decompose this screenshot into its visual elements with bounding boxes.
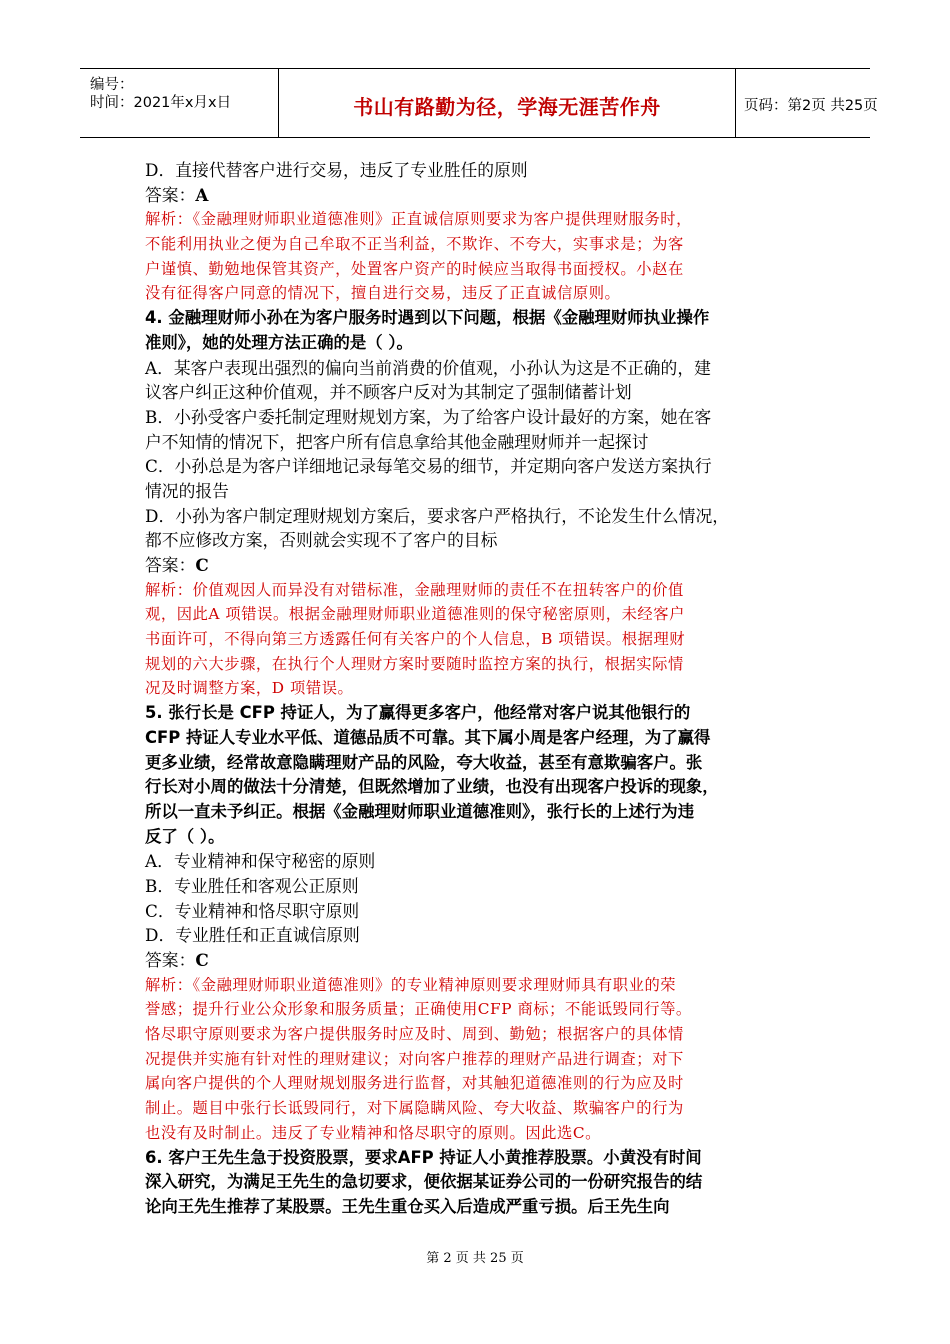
option-line: B．小孙受客户委托制定理财规划方案，为了给客户设计最好的方案，她在客: [145, 406, 712, 427]
explanation-line: 解析：价值观因人而异没有对错标准，金融理财师的责任不在扭转客户的价值: [145, 580, 684, 599]
document-time-label: 时间：2021年x月x日: [90, 95, 232, 111]
question-line: 6. 客户王先生急于投资股票，要求AFP 持证人小黄推荐股票。小黄没有时间: [145, 1147, 702, 1167]
header-page-number: 页码：第2页 共25页: [744, 98, 878, 114]
question-line: CFP 持证人专业水平低、道德品质不可靠。其下属小周是客户经理，为了赢得: [145, 727, 711, 747]
option-line: 户不知情的情况下，把客户所有信息拿给其他金融理财师并一起探讨: [145, 431, 649, 452]
question-line: 深入研究，为满足王先生的急切要求，便依据某证券公司的一份研究报告的结: [145, 1172, 703, 1192]
explanation-line: 况提供并实施有针对性的理财建议；对向客户推荐的理财产品进行调查；对下: [145, 1049, 684, 1068]
answer-line: [145, 553, 805, 578]
page-footer: 第 2 页 共 25 页: [426, 1251, 524, 1266]
question-line: 反了（ ）。: [145, 826, 225, 846]
question-line: 5. 张行长是 CFP 持证人，为了赢得更多客户，他经常对客户说其他银行的: [145, 703, 691, 723]
option-line: D．专业胜任和正直诚信原则: [145, 925, 360, 946]
option-line: C．小孙总是为客户详细地记录每笔交易的细节，并定期向客户发送方案执行: [145, 456, 712, 477]
page-header: [80, 68, 878, 138]
option-line: 情况的报告: [145, 480, 229, 501]
explanation-line: 观，因此A 项错误。根据金融理财师职业道德准则的保守秘密原则，未经客户: [145, 605, 685, 624]
answer-value: C: [195, 555, 209, 575]
answer-value: A: [195, 184, 209, 205]
option-line: D．直接代替客户进行交易，违反了专业胜任的原则: [145, 160, 528, 180]
explanation-line: 也没有及时制止。违反了专业精神和恪尽职守的原则。因此选C。: [145, 1123, 601, 1142]
option-line: A．某客户表现出强烈的偏向当前消费的价值观，小孙认为这是不正确的，建: [145, 357, 711, 378]
option-line: A．专业精神和保守秘密的原则: [145, 851, 376, 872]
explanation-line: 誉感；提升行业公众形象和服务质量；正确使用CFP 商标；不能诋毁同行等。: [145, 1000, 692, 1019]
option-line: D．小孙为客户制定理财规划方案后，要求客户严格执行，不论发生什么情况，: [145, 505, 730, 526]
answer-line: [145, 948, 805, 973]
document-code-label: 编号：: [90, 77, 134, 93]
explanation-line: 恪尽职守原则要求为客户提供服务时应及时、周到、勤勉；根据客户的具体情: [145, 1025, 684, 1044]
question-line: 行长对小周的做法十分清楚，但既然增加了业绩，也没有出现客户投诉的现象，: [145, 777, 719, 797]
option-line: 议客户纠正这种价值观，并不顾客户反对为其制定了强制储蓄计划: [145, 382, 632, 403]
explanation-line: 解析：《金融理财师职业道德准则》的专业精神原则要求理财师具有职业的荣: [145, 975, 677, 994]
option-line: 都不应修改方案，否则就会实现不了客户的目标: [145, 530, 498, 551]
header-motto-cell: [279, 69, 736, 137]
explanation-line: 解析：《金融理财师职业道德准则》正直诚信原则要求为客户提供理财服务时，: [145, 210, 692, 229]
explanation-line: 不能利用执业之便为自己牟取不正当利益，不欺诈、不夸大，实事求是；为客: [145, 235, 684, 254]
explanation-line: 没有征得客户同意的情况下，擅自进行交易，违反了正直诚信原则。: [145, 284, 621, 303]
explanation-line: 书面许可，不得向第三方透露任何有关客户的个人信息，B 项错误。根据理财: [145, 630, 686, 649]
answer-line: [145, 183, 805, 208]
explanation-line: 制止。题目中张行长诋毁同行，对下属隐瞒风险、夸大收益、欺骗客户的行为: [145, 1099, 684, 1118]
question-line: 更多业绩，经常故意隐瞒理财产品的风险，夸大收益，甚至有意欺骗客户。张: [145, 752, 703, 772]
header-page-cell: [736, 69, 878, 137]
header-info-cell: [80, 69, 279, 137]
explanation-line: 规划的六大步骤，在执行个人理财方案时要随时监控方案的执行，根据实际情: [145, 654, 684, 673]
option-line: C．专业精神和恪尽职守原则: [145, 900, 360, 921]
question-line: 4. 金融理财师小孙在为客户服务时遇到以下问题，根据《金融理财师执业操作: [145, 308, 710, 328]
question-line: 所以一直未予纠正。根据《金融理财师职业道德准则》，张行长的上述行为违: [145, 801, 695, 821]
question-line: 论向王先生推荐了某股票。王先生重仓买入后造成严重亏损。后王先生向: [145, 1196, 670, 1216]
answer-value: C: [195, 950, 209, 970]
explanation-line: 户谨慎、勤勉地保管其资产，处置客户资产的时候应当取得书面授权。小赵在: [145, 259, 684, 278]
question-line: 准则》，她的处理方法正确的是（ ）。: [145, 332, 413, 352]
explanation-line: 属向客户提供的个人理财规划服务进行监督，对其触犯道德准则的行为应及时: [145, 1074, 684, 1093]
option-line: B．专业胜任和客观公正原则: [145, 875, 359, 896]
header-motto: 书山有路勤为径，学海无涯苦作舟: [353, 95, 661, 119]
answer-label: 答案：: [145, 184, 196, 205]
answer-label: 答案：: [145, 950, 196, 970]
explanation-line: 况及时调整方案，D 项错误。: [145, 679, 354, 698]
document-body: [145, 158, 805, 1220]
answer-label: 答案：: [145, 555, 196, 575]
